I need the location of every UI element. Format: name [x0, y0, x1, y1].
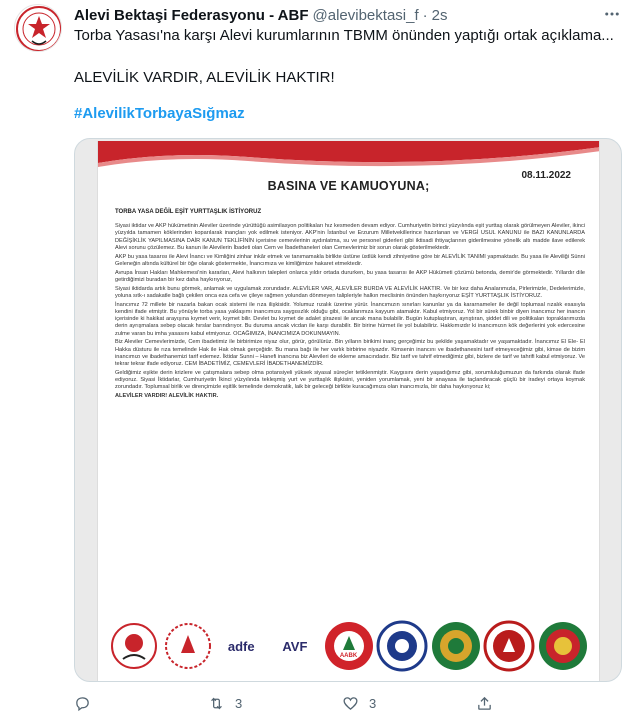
share-button[interactable] [476, 695, 610, 712]
org-logo-2 [162, 620, 214, 672]
tweet-actions-bar [74, 693, 610, 713]
like-count: 3 [369, 695, 377, 711]
document-date: 08.11.2022 [521, 170, 571, 181]
document-title: BASINA VE KAMUOYUNA; [267, 179, 430, 193]
document-paragraph: Siyasi iktidarda artık bunu görmek, anlamak ve uygulamak zorundadır. ALEVİLER VAR, ALEVİLER BURDA VE ALEVİLİK HAKTIR. Ve bir kez daha Analarımızla, Pirlerimizle, Dedelerimizle, yoluna sıtk-ı sadakatle bağlı çekilen onca eza cefa ve çileye rağmen yolundan dönmeyen talipleriyle halkın meclisinin önünden haykırıyoruz EŞİT YURTTAŞLIK İSTİYORUZ. [115, 285, 585, 299]
more-options-button[interactable] [602, 4, 622, 24]
reply-button[interactable] [74, 695, 208, 712]
federation-logo-icon [15, 5, 62, 52]
document-paragraph: İnancımız 72 millete bir nazarla bakan ocak sistemi ile rıza ilişkisidir. Yolumuz rızalık üzerine yürür. İnancımızın sınırları kanunlar ya da kararnameler ile değil toplumsal rızalık esasıyla kendini ifade etmiştir. Bu yönüyle torba yasa yaklaşımı inancımıza saygısızlık olduğu gibi, ocaklarımıza kayyum atamaktır. Kabul etmiyoruz. Yol bir sürek binbir diyen inancımız her inancın içerisinde ki hakikat arayışına kıymet verir, kıymet bilir. Devlet bu kıymet de adalet şirazesi ile ancak mana bulabilir. Bugün kutuplaştıran, ayrıştıran, şiddet dili ve politikaları topraklarımızda derin ayrışmalara sebep olacak hırslar barındırıyor. Bu duruma ancak vicdan ile karşı durabilir. Bir birine hürmet ile yol bulabiliriz. Hakkımızdır ki inancımızın kök değerlerini yok edercesine zulme varan bu imha yasasını kabul etmiyoruz. OCAĞIMIZA, İNANCIMIZA DOKUNMAYIN. [115, 301, 585, 337]
org-logo-1 [108, 620, 160, 672]
document-paragraph: Avrupa İnsan Hakları Mahkemesi'nin kararları, Alevi halkının talepleri onlarca yıldır ortada dururken, bu yasa tasarısı ile AKP Hükümeti çözümü betonda, demir'de görmektedir. Yıllardır dile getirdiğimizi buradan bir kez daha haykırıyoruz, [115, 269, 585, 283]
tweet-header [74, 5, 622, 25]
author-handle[interactable]: @alevibektasi_f [312, 6, 419, 24]
tweet-media-image[interactable] [74, 138, 622, 682]
author-name[interactable]: Alevi Bektaşi Federasyonu - ABF [74, 6, 309, 24]
document-header-banner [98, 141, 599, 165]
org-logo-aabk [323, 620, 375, 672]
heart-icon [342, 695, 359, 712]
avatar[interactable] [14, 4, 62, 52]
press-release-document [97, 141, 600, 681]
hashtag-link[interactable]: #AlevilikTorbayaSığmaz [74, 105, 245, 122]
document-paragraph: AKP bu yasa tasarısı ile Alevi İnancı ve Kimliğini zinhar inkâr etmek ve tanımamakla birlikte üstüne üstlük kendi zihniyetine göre bir ALEVİLİK TANIMI yapmaktadır. Bu yasa ile Aleviliği Sünni Geleneğin altında kültürel bir öğe olarak göstermekte, İnancımıza ve kimliğimize hakaret etmektedir. [115, 253, 585, 267]
org-logo-7 [430, 620, 482, 672]
organization-logos [108, 619, 589, 673]
org-logo-label: adfe [227, 638, 255, 654]
document-paragraph: ALEVİLER VARDIR! ALEVİLİK HAKTIR. [115, 393, 219, 399]
org-logo-8 [483, 620, 535, 672]
tweet-text-line-1: Torba Yasası'na karşı Alevi kurumlarının TBMM önünden yaptığı ortak açıklama... [74, 27, 614, 44]
reply-icon [74, 695, 91, 712]
retweet-button[interactable] [208, 695, 342, 712]
org-logo-adfe [215, 620, 267, 672]
org-logo-label: AVF [282, 638, 308, 654]
org-logo-9 [537, 620, 589, 672]
ellipsis-icon [603, 5, 621, 23]
retweet-icon [208, 695, 225, 712]
document-subtitle: TORBA YASA DEĞİL EŞİT YURTTAŞLIK İSTİYORUZ [115, 209, 262, 215]
org-logo-label: AABK [339, 653, 358, 659]
separator: · [422, 6, 428, 24]
share-icon [476, 695, 493, 712]
org-logo-6 [376, 620, 428, 672]
tweet-text-line-2: ALEVİLİK VARDIR, ALEVİLİK HAKTIR! [74, 69, 335, 86]
document-paragraph: Biz Aleviler Cemevlerimizde, Cem ibadetimiz ile birbirimize niyaz olur, görür, görülürüz. Bin yılların birikimi inanç gerçeğimiz bu şekilde yaşamaktadır ve yaşamaktadır. İnancımız El Ele- El Hakka düsturu ile rıza temelinde Hak ile Hak olmak gerçeğidir. Bu mana bağı ile her varlık birbirine niyazdır. Kimsenin inancını ve ibadethanesini tarif etmeyeceğimiz gibi, kimse de bizim inancımızı ve ibadethanemizi tarif edemez. İktidar Sunni – Hanefi inancına biz Alevileri de ekleme amacındadır. Biz tarif ve tahrif etmediğimiz gibi, bizlere de tarif ve tahrifi kabul etmiyoruz. Ve tekrar tekrar ifade ediyoruz. CEM İBADETİMİZ, CEMEVLERİ İBADETHANEMİZDİR. [115, 339, 585, 367]
retweet-count: 3 [235, 695, 243, 711]
like-button[interactable] [342, 695, 476, 712]
document-paragraph: Geldiğimiz eşikte derin krizlere ve çatışmalara sebep olma potansiyeli yüksek siyasal süreçler tetiklenmiştir. Kaygısını derin yaşadığımız gibi, sorumluluğumuzun da farkında olarak ifade ediyoruz. Siyasi İktidarlar, Cumhuriyetin İkinci yüzyılında tekleşmiş yurt ve yurttaşlık ilişkisini, yeniden yorumlamak, yeni bir anayasa ile taçlandıracak güçlü bir iradeyi ortaya koymak zorundadır. Toplumsal birlik ve dirençimizle eşitlik temelinde demokratik, laik bir geleceği birlikte kuracağımıza olan inancımızla, bir daha haykırıyoruz ki; [115, 369, 585, 391]
timestamp[interactable]: 2s [431, 6, 448, 24]
document-paragraph: Siyasi iktidar ve AKP hükümetinin Aleviler üzerinde yürüttüğü asimilasyon politikaları hız kesmeden devam ediyor. Cumhuriyetin birinci yüzyılında eşit yurttaş olarak görülmeyen Aleviler, ikinci yüzyılda tamamen köklerinden koparılarak inançları yok edilmek isteniyor. AKP'nin İstanbul ve Erzurum Milletvekillerince hazırlanan ve VERGİ USUL KANUNU ile BAZI KANUNLARDA DEĞİŞİKLİK YAPILMASINA DAİR KANUN TEKLİFİNİN içerisine cemevlerinin aydınlatma, su ve personel giderleri gibi iktisadi ihtiyaçlarının giderilmesine yönelik altı madde ilave edilerek Alevi sorunu çözülemez. Bu kanun ile Alevilerin İbadeti olan Cem ve İbadethaneleri olan Cemevlerimiz bir sorun olarak gösterilmektedir. [115, 223, 585, 251]
org-logo-avf [269, 620, 321, 672]
document-body [115, 223, 585, 402]
